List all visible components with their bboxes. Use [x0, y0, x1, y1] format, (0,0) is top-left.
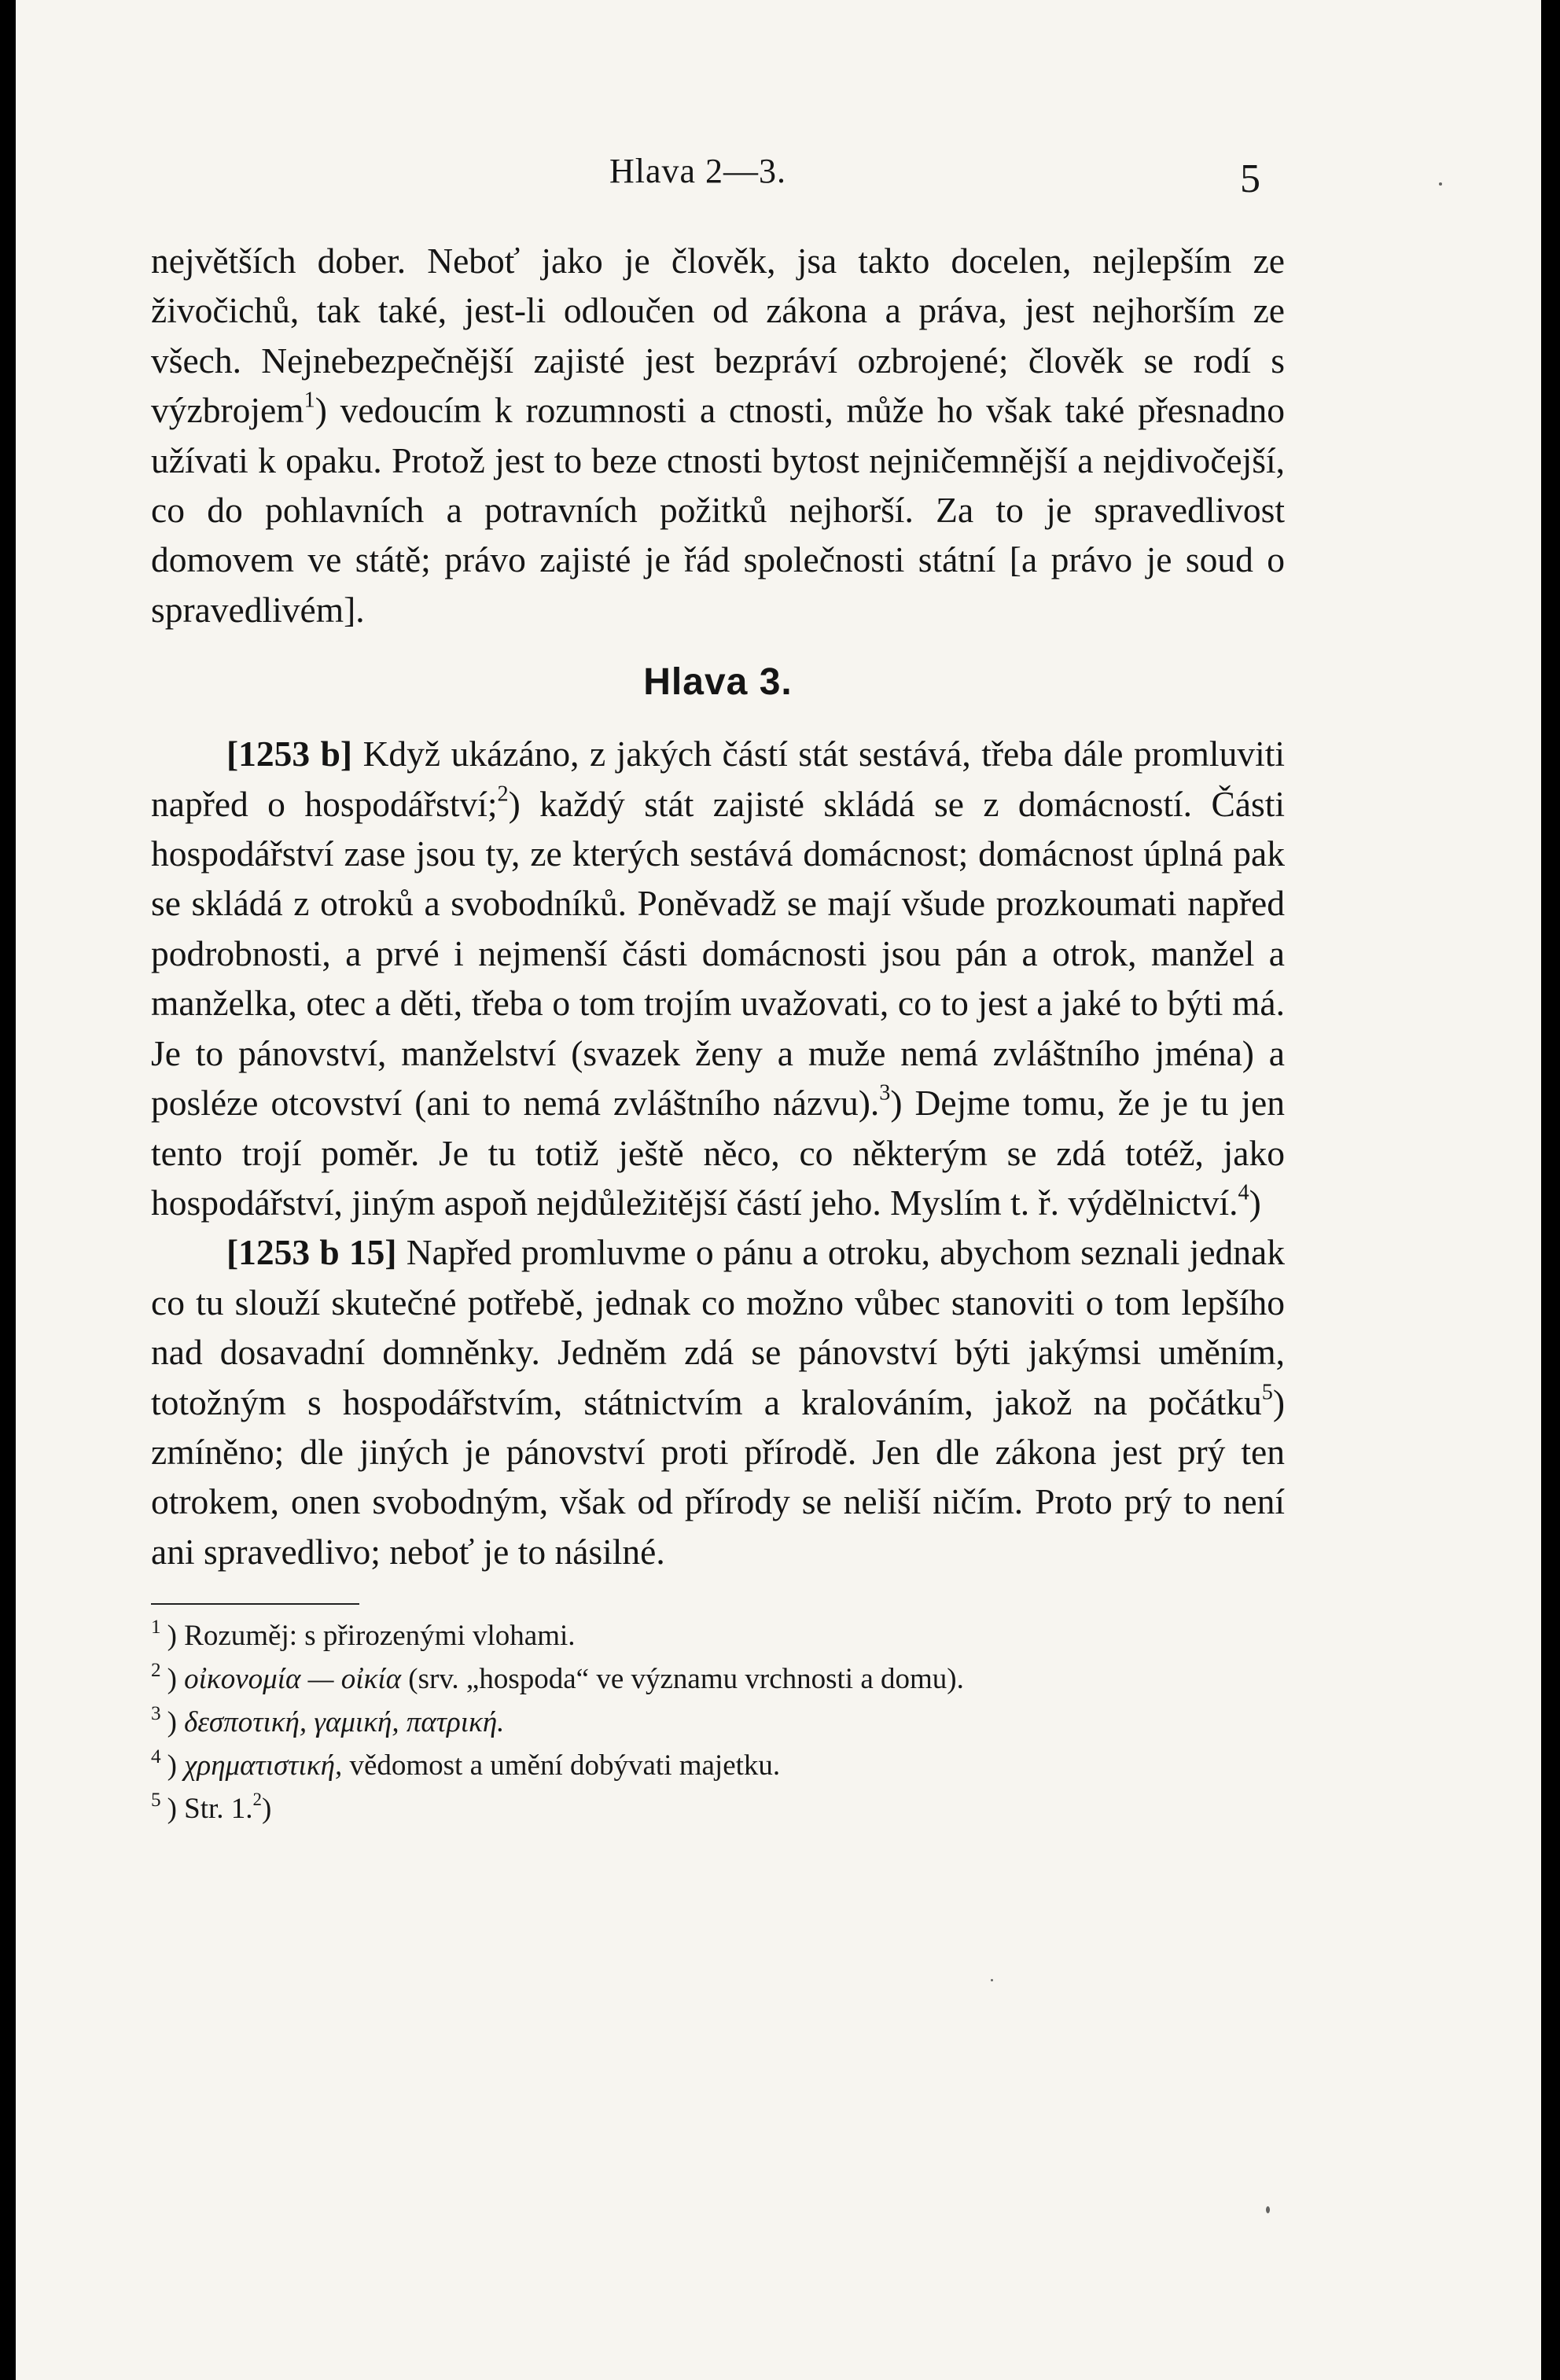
- chapter-heading: Hlava 3.: [643, 661, 793, 704]
- footnote-text: (srv. „hospoda“ ve významu vrchnosti a domu).: [401, 1663, 964, 1696]
- paragraph-3: [151, 1227, 1285, 1576]
- paragraph-text: ) vedoucím k rozumnosti a ctnosti, může ho však také přesnadno užívati k opaku. Protož jest to beze ctnosti bytost nejničemnější a nejdivočejší, co do pohlavních a potravních požitků nejhorší. Za to je spravedlivost domovem ve státě; právo zajisté je řád společnosti státní [a právo je soud o spravedlivém].: [151, 390, 1285, 630]
- paragraph-1: [151, 236, 1285, 635]
- bekker-reference: [1253 b 15]: [226, 1232, 397, 1273]
- paragraph-text: ) Dejme tomu, že je tu jen tento trojí poměr. Je tu totiž ještě něco, co některým se zdá totéž, jako hospodářství, jiným aspoň nejdůležitější částí jeho. Myslím t. ř. výdělnictví.: [151, 1083, 1286, 1223]
- scanned-page: [16, 0, 1541, 2380]
- footnote-1: [151, 1614, 1285, 1657]
- footnote-3: $^3$ ) δεσποτική, γαμική, πατρική.: [151, 1703, 505, 1739]
- footnote-mark: 3: [151, 1703, 161, 1725]
- scan-speck: [1266, 2206, 1270, 2213]
- page-body: [151, 236, 1285, 1830]
- scan-speck: [991, 1979, 993, 1981]
- footnote-text: ) Rozuměj: s přirozenými vlohami.: [167, 1620, 576, 1653]
- footnotes-list: [151, 1614, 1285, 1830]
- footnote-5: [151, 1787, 1285, 1830]
- paragraph-text: ): [1249, 1182, 1261, 1223]
- footnote-text: vědomost a umění dobývati majetku.: [342, 1749, 781, 1782]
- footnote-ref-5: 5: [1261, 1379, 1273, 1404]
- running-head: Hlava 2—3.: [609, 152, 787, 190]
- greek-term: χρηματιστική,: [184, 1749, 343, 1782]
- paragraph-text: ) každý stát zajisté skládá se z domácností. Části hospodářství zase jsou ty, ze kterých sestává domácnost; domácnost úplná pak se skládá z otroků a svobodníků. Poněvadž se mají všude prozkoumati napřed podrobnosti, a prvé i nejmenší části domácnosti jsou pán a otrok, manžel a manželka, otec a děti, třeba o tom trojím uvažovati, co to jest a jaké to býti má. Je to pánovství, manželství (svazek ženy a muže nemá zvláštního jména) a posléze otcovství (ani to nemá zvláštního názvu).: [151, 783, 1285, 1124]
- footnote-ref-2: 2: [497, 781, 509, 806]
- paragraph-text: ) zmíněno; dle jiných je pánovství proti přírodě. Jen dle zákona jest prý ten otrokem, onen svobodným, však od přírody se neliší ničím. Proto prý to není ani spravedlivo; neboť je to násilné.: [151, 1381, 1285, 1572]
- paragraph-2: [151, 729, 1285, 1227]
- footnote-mark: 2: [151, 1660, 161, 1682]
- footnote-divider: [151, 1603, 359, 1605]
- footnote-mark: 4: [151, 1746, 161, 1768]
- greek-term: δεσποτική, γαμική, πατρική.: [184, 1706, 505, 1739]
- page-number: 5: [1240, 156, 1260, 201]
- footnote-2: $^2$ ) οἰκονομία — οἰκία (srv. „hospoda“ ve významu vrchnosti a domu).: [151, 1660, 964, 1696]
- page-header: [16, 142, 1541, 204]
- footnote-text: ): [262, 1793, 272, 1826]
- footnote-mark: 1: [151, 1617, 161, 1639]
- paragraph-text: Napřed promluvme o pánu a otroku, abychom seznali jednak co tu slouží skutečné potřebě, jednak co možno vůbec stanoviti o tom lepšího nad dosavadní domněnky. Jedněm zdá se pánovství býti jakýmsi uměním, totožným s hospodářstvím, státnictvím a kralováním, jakož na počátku: [151, 1232, 1286, 1422]
- paragraph-text: největších dober. Neboť jako je člověk, jsa takto docelen, nejlepším ze živočichů, tak také, jest-li odloučen od zákona a práva, jest nejhorším ze všech. Nejnebezpečnější zajisté jest bezpráví ozbrojené; člověk se rodí s výzbrojem: [151, 241, 1285, 431]
- footnote-4: $^4$ ) χρηματιστική, vědomost a umění dobývati majetku.: [151, 1746, 781, 1782]
- footnote-ref-4: 4: [1238, 1180, 1249, 1205]
- footnote-ref-1: 1: [304, 388, 315, 413]
- footnote-text: ) Str. 1.: [167, 1793, 253, 1826]
- paragraph-text: Když ukázáno, z jakých částí stát sestává, třeba dále promluviti napřed o hospodářství;: [151, 734, 1285, 824]
- greek-term: οἰκονομία — οἰκία: [184, 1663, 402, 1696]
- scan-speck: [1439, 182, 1442, 186]
- footnote-mark: 2: [252, 1790, 263, 1810]
- bekker-reference: [1253 b]: [226, 734, 353, 774]
- footnote-mark: 5: [151, 1790, 161, 1812]
- footnote-ref-3: 3: [879, 1080, 891, 1105]
